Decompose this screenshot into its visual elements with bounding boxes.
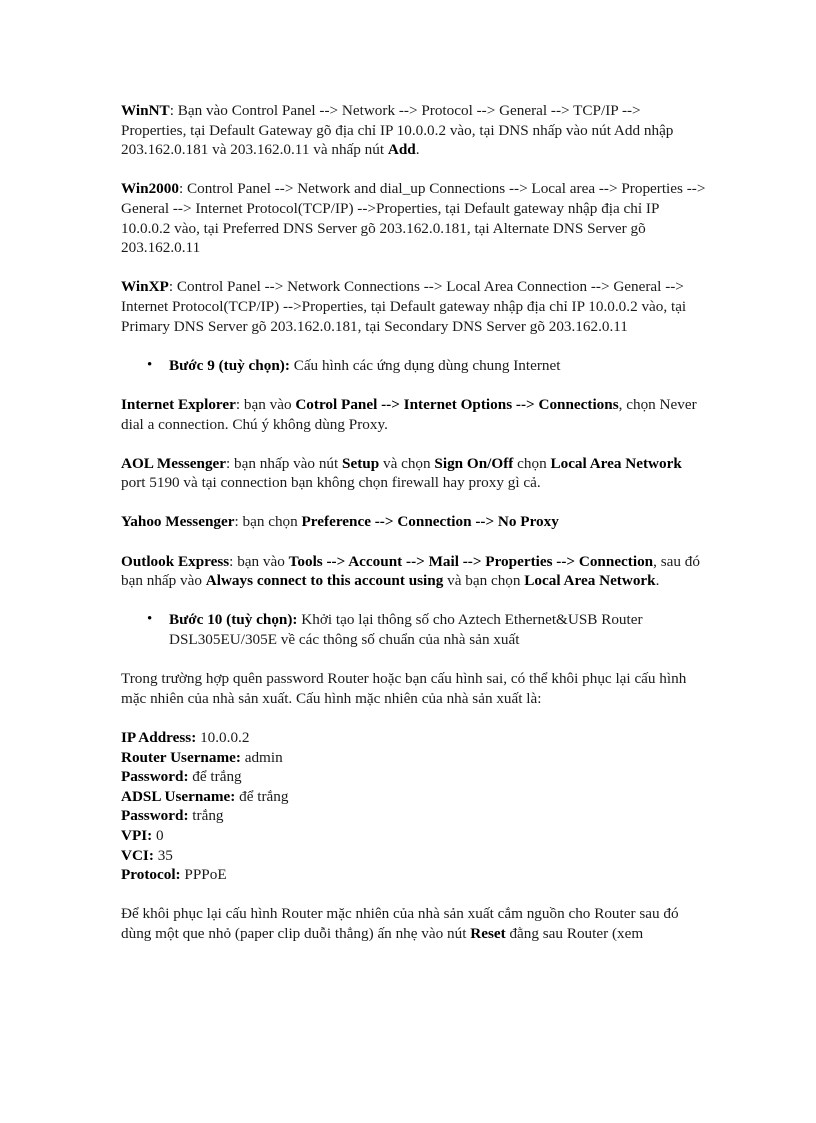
default-vci: VCI: 35 [121,846,173,864]
outlook-label: Outlook Express [121,552,230,570]
winnt-label: WinNT [121,102,170,119]
win2000-label: Win2000 [121,180,179,198]
reset-intro-paragraph: Trong trường hợp quên password Router hoặc bạn cấu hình sai, có thể khôi phục lại cấu hình mặc nhiên của nhà sản xuất. Cấu hình mặc nhiên của nhà sản xuất là: [121,670,687,707]
step10-list [121,610,706,649]
yahoo-label: Yahoo Messenger [121,513,235,531]
aol-paragraph: AOL Messenger: bạn nhấp vào nút Setup và chọn Sign On/Off chọn Local Area Network port 5190 và tại connection bạn không chọn firewall hay proxy gì cả. [121,454,682,492]
default-settings-list [121,728,706,885]
reset-final-paragraph: Để khôi phục lại cấu hình Router mặc nhiên của nhà sản xuất cắm nguồn cho Router sau đó dùng một que nhỏ (paper clip duỗi thẳng) ấn nhẹ vào nút Reset đằng sau Router (xem [121,905,679,942]
win2000-paragraph: Win2000: Control Panel --> Network and dial_up Connections --> Local area --> Properties --> General --> Internet Protocol(TCP/IP) -->Properties, tại Default gateway nhập địa chỉ IP 10.0.0.2 vào, tại Preferred DNS Server gõ 203.162.0.181, tại Alternate DNS Server gõ 203.162.0.11 [121,180,706,257]
default-router-username: Router Username: admin [121,748,283,766]
aol-label: AOL Messenger [121,454,227,472]
winnt-paragraph: WinNT: Bạn vào Control Panel --> Network --> Protocol --> General --> TCP/IP --> Properties, tại Default Gateway gõ địa chỉ IP 10.0.0.2 vào, tại DNS nhấp vào nút Add nhập 203.162.0.181 và 203.162.0.11 và nhấp nút Add. [121,102,674,159]
yahoo-paragraph: Yahoo Messenger: bạn chọn Preference --> Connection --> No Proxy [121,513,559,531]
winxp-label: WinXP [121,278,169,296]
step10-label: Bước 10 (tuỳ chọn): [169,611,298,629]
default-ip-address: IP Address: 10.0.0.2 [121,729,250,746]
ie-paragraph: Internet Explorer: bạn vào Cotrol Panel --> Internet Options --> Connections, chọn Never dial a connection. Chú ý không dùng Proxy. [121,395,697,433]
step9-label: Bước 9 (tuỳ chọn): [169,356,290,374]
default-protocol: Protocol: PPPoE [121,866,227,884]
default-adsl-username: ADSL Username: để trắng [121,787,289,805]
step10-item: • Bước 10 (tuỳ chọn): Khởi tạo lại thông số cho Aztech Ethernet&USB Router DSL305EU/305E về các thông số chuẩn của nhà sản xuất [169,610,706,649]
default-router-password: Password: để trắng [121,768,242,786]
default-vpi: VPI: 0 [121,826,164,844]
outlook-paragraph: Outlook Express: bạn vào Tools --> Account --> Mail --> Properties --> Connection, sau đó bạn nhấp vào Always connect to this account using và bạn chọn Local Area Network. [121,552,700,590]
winxp-paragraph: WinXP: Control Panel --> Network Connections --> Local Area Connection --> General --> Internet Protocol(TCP/IP) -->Properties, tại Default gateway nhập địa chỉ IP 10.0.0.2 vào, tại Primary DNS Server gõ 203.162.0.181, tại Secondary DNS Server gõ 203.162.0.11 [121,278,687,335]
default-adsl-password: Password: trắng [121,807,224,825]
reset-keyword: Reset [470,924,506,942]
step9-item: • Bước 9 (tuỳ chọn): Cấu hình các ứng dụng dùng chung Internet [169,356,706,376]
add-keyword: Add [387,141,416,159]
ie-label: Internet Explorer [121,395,236,413]
step9-list [121,356,706,376]
